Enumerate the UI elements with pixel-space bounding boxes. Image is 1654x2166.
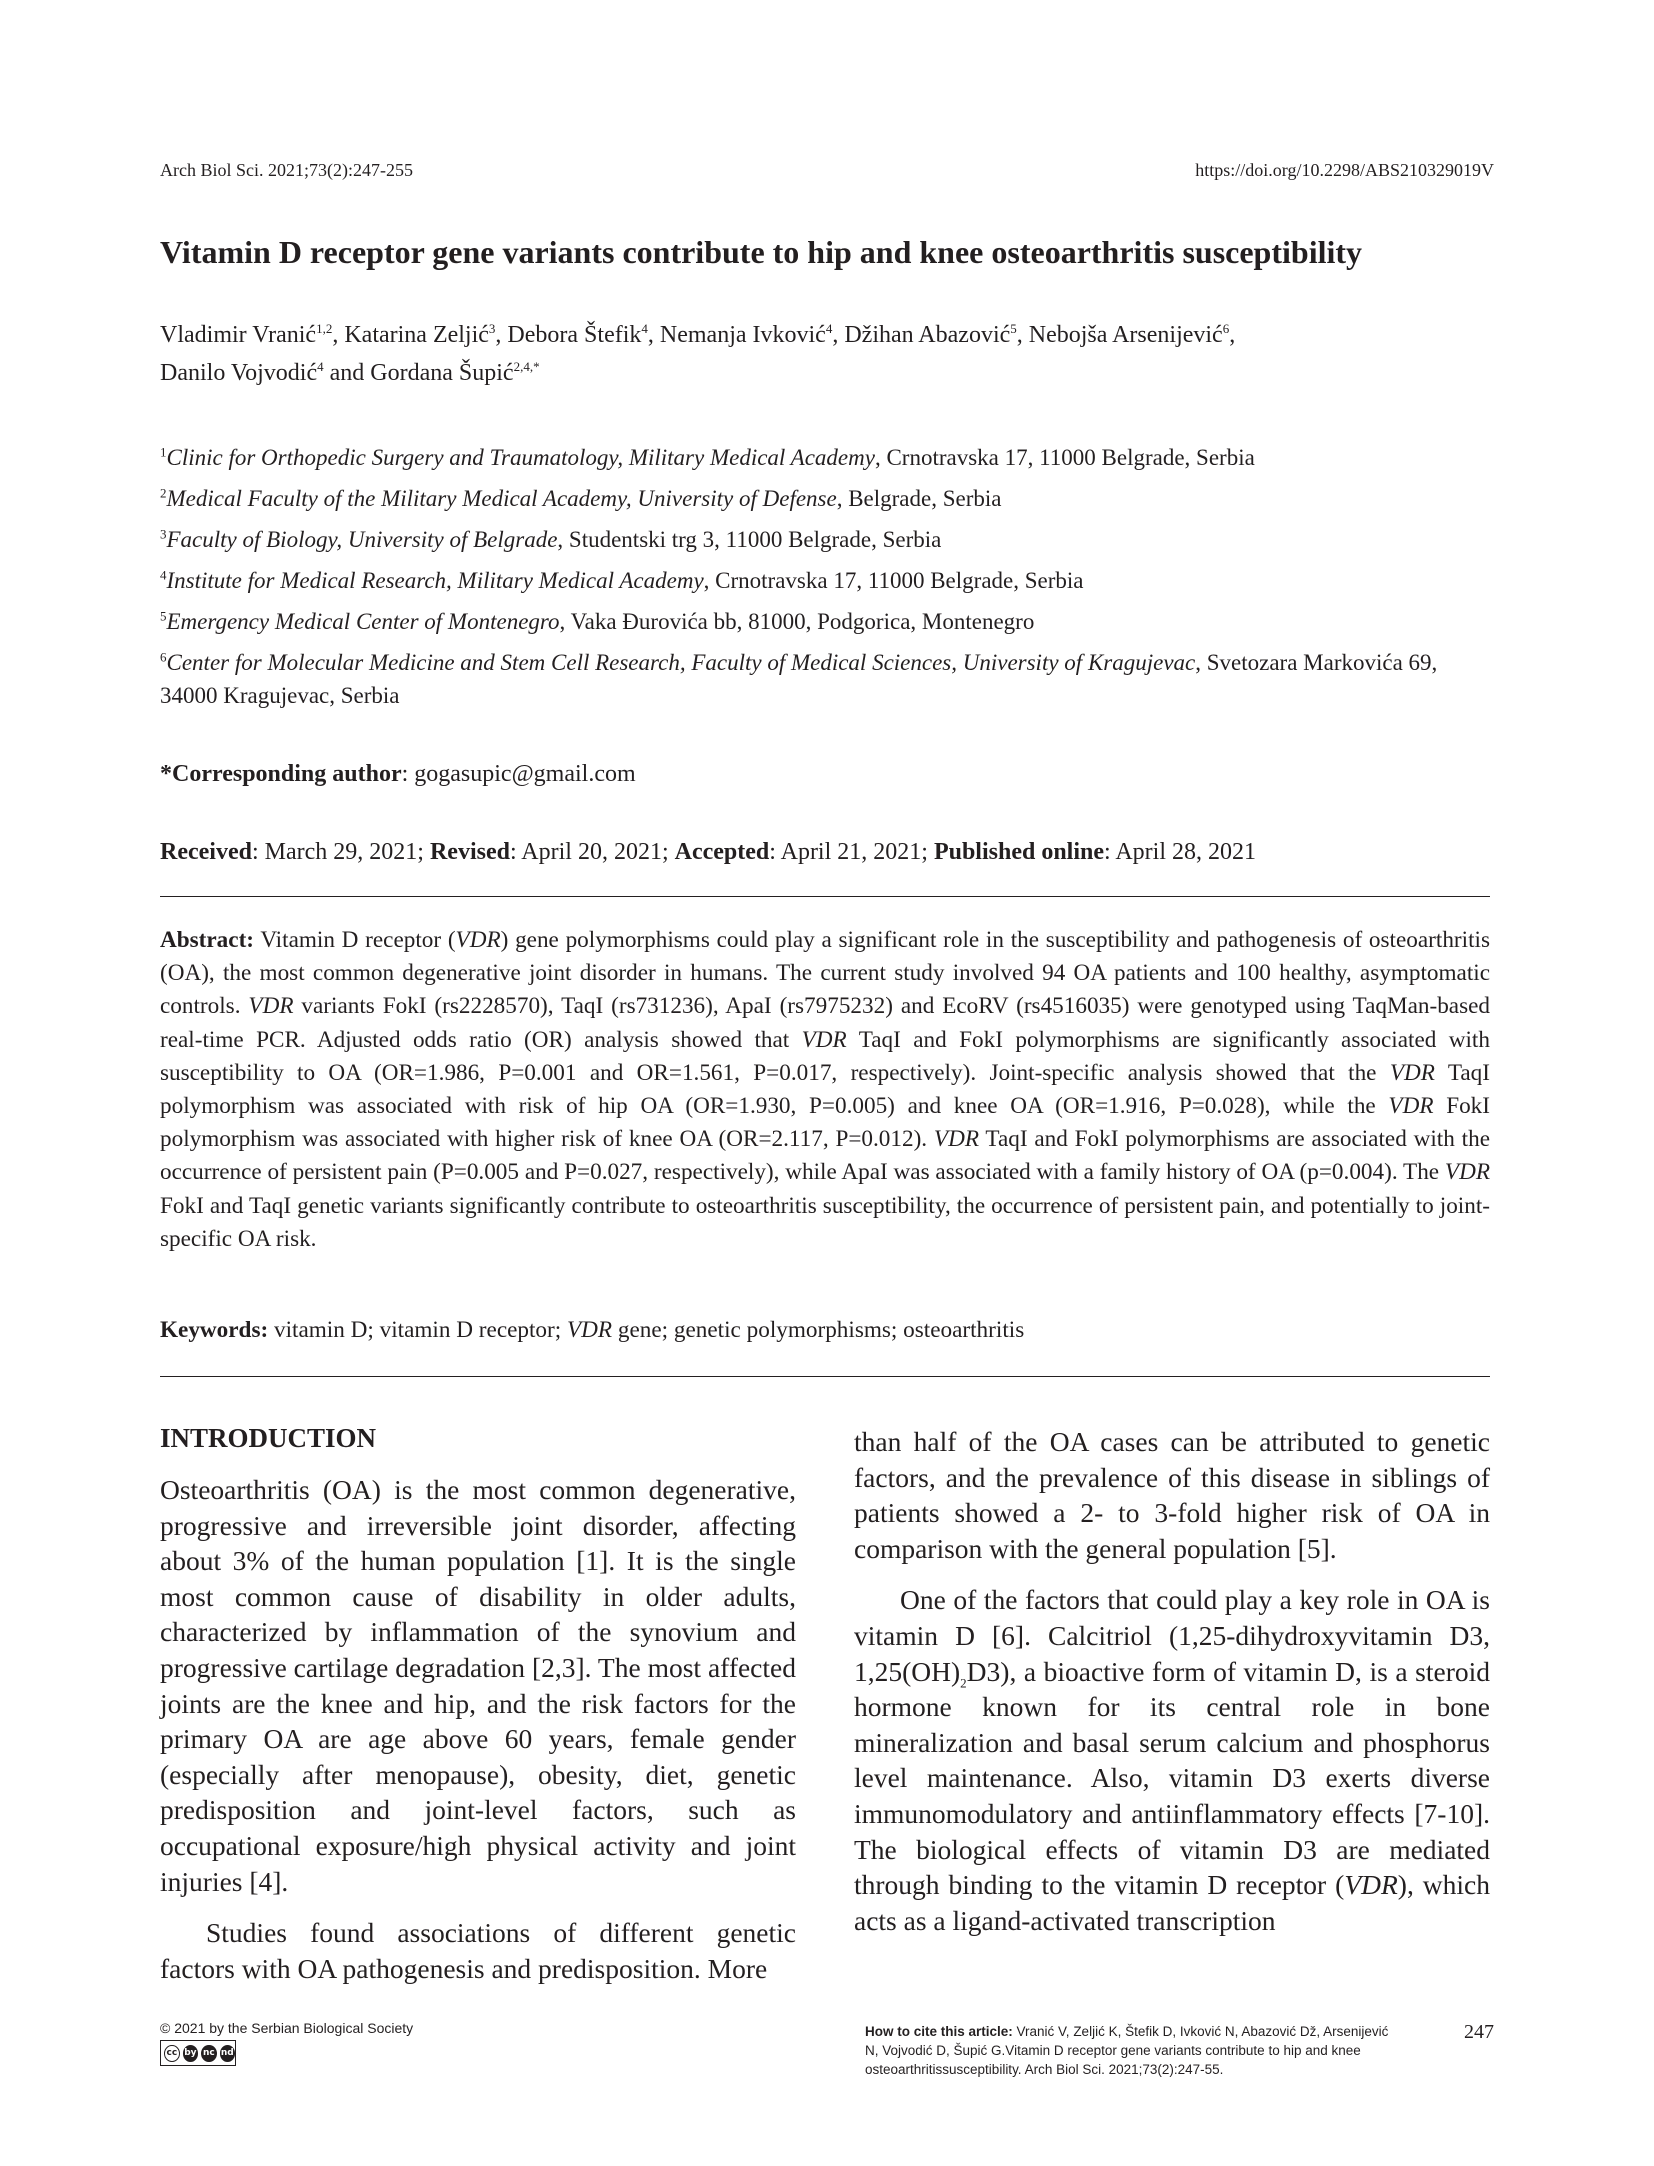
author: Nebojša Arsenijević$^6$, bbox=[1028, 321, 1236, 348]
publication-dates: Received: March 29, 2021; Revised: April 20, 2021; Accepted: April 21, 2021; Published online: April 28, 2021 bbox=[160, 839, 1257, 865]
citation-label: How to cite this article: bbox=[865, 2024, 1013, 2039]
divider bbox=[160, 1376, 1490, 1377]
section-heading: INTRODUCTION bbox=[160, 1423, 377, 1453]
doi-link[interactable]: https://doi.org/10.2298/ABS210329019V bbox=[1195, 160, 1494, 180]
attribution-icon: by bbox=[183, 2045, 198, 2062]
affiliation: $^4$Institute for Medical Research, Military Medical Academy, Crnotravska 17, 11000 Belgrade, Serbia bbox=[160, 567, 1084, 593]
author: Vladimir Vranić$^{1,2}$, bbox=[160, 321, 345, 348]
affiliation: $^2$Medical Faculty of the Military Medical Academy, University of Defense, Belgrade, Serbia bbox=[160, 485, 1002, 511]
body-column-right bbox=[854, 1424, 1490, 1938]
affiliation: $^1$Clinic for Orthopedic Surgery and Traumatology, Military Medical Academy, Crnotravska 17, 11000 Belgrade, Serbia bbox=[160, 444, 1255, 470]
abstract-label: Abstract: bbox=[160, 927, 255, 953]
affiliation: $^6$Center for Molecular Medicine and Stem Cell Research, Faculty of Medical Sciences, University of Kragujevac, Svetozara Markovića 69, 34000 Kragujevac, Serbia bbox=[160, 649, 1438, 708]
article-title: Vitamin D receptor gene variants contribute to hip and knee osteoarthritis susceptibility bbox=[160, 234, 1363, 270]
body-column-left bbox=[160, 1420, 796, 1986]
citation-text: Vranić V, Zeljić K, Štefik D, Ivković N, Abazović Dž, Arsenijević N, Vojvodić D, Šupić G.Vitamin D receptor gene variants contribute to hip and knee osteoarthritissusceptibility. Arch Biol Sci. 2021;73(2):247-55. bbox=[865, 2024, 1389, 2077]
affiliation: $^3$Faculty of Biology, University of Belgrade, Studentski trg 3, 11000 Belgrade, Serbia bbox=[160, 526, 942, 552]
author: Nemanja Ivković$^4$, bbox=[659, 321, 845, 348]
copyright-notice: © 2021 by the Serbian Biological Society bbox=[160, 2020, 414, 2036]
author: Danilo Vojvodić$^4$ and bbox=[160, 359, 371, 386]
author-list bbox=[160, 316, 1500, 392]
author: Debora Štefik$^4$, bbox=[507, 321, 660, 348]
corresponding-label: *Corresponding author bbox=[160, 761, 402, 787]
citation-note bbox=[865, 2022, 1405, 2079]
paragraph: than half of the OA cases can be attributed to genetic factors, and the prevalence of this disease in siblings of patients showed a 2- to 3-fold higher risk of OA in comparison with the general population [5]. bbox=[854, 1426, 1490, 1564]
running-head bbox=[160, 160, 1494, 184]
creative-commons-license-icon[interactable] bbox=[160, 2040, 236, 2066]
paragraph: Studies found associations of different genetic factors with OA pathogenesis and predisposition. More bbox=[160, 1917, 796, 1984]
affiliation: $^5$Emergency Medical Center of Montenegro, Vaka Đurovića bb, 81000, Podgorica, Montenegro bbox=[160, 608, 1035, 634]
journal-reference: Arch Biol Sci. 2021;73(2):247-255 bbox=[160, 160, 413, 180]
keywords-label: Keywords: bbox=[160, 1317, 269, 1343]
corresponding-email[interactable]: : gogasupic@gmail.com bbox=[401, 761, 636, 787]
cc-icon: cc bbox=[164, 2045, 180, 2062]
abstract: Abstract: Vitamin D receptor (VDR) gene polymorphisms could play a significant role in the susceptibility and pathogenesis of osteoarthritis (OA), the most common degenerative joint disorder in humans. The current study involved 94 OA patients and 100 healthy, asymptomatic controls. VDR variants FokI (rs2228570), TaqI (rs731236), ApaI (rs7975232) and EcoRV (rs4516035) were genotyped using TaqMan-based real-time PCR. Adjusted odds ratio (OR) analysis showed that VDR TaqI and FokI polymorphisms are significantly associated with susceptibility to OA (OR=1.986, P=0.001 and OR=1.561, P=0.017, respectively). Joint-specific analysis showed that the VDR TaqI polymorphism was associated with risk of hip OA (OR=1.930, P=0.005) and knee OA (OR=1.916, P=0.028), while the VDR FokI polymorphism was associated with higher risk of knee OA (OR=2.117, P=0.012). VDR TaqI and FokI polymorphisms are associated with the occurrence of persistent pain (P=0.005 and P=0.027, respectively), while ApaI was associated with a family history of OA (p=0.004). The VDR FokI and TaqI genetic variants significantly contribute to osteoarthritis susceptibility, the occurrence of persistent pain, and potentially to joint-specific OA risk. bbox=[160, 927, 1491, 1252]
paragraph: Osteoarthritis (OA) is the most common degenerative, progressive and irreversible joint disorder, affecting about 3% of the human population [1]. It is the single most common cause of disability in older adults, characterized by inflammation of the synovium and progressive cartilage degradation [2,3]. The most affected joints are the knee and hip, and the risk factors for the primary OA are age above 60 years, female gender (especially after menopause), obesity, diet, genetic predisposition and joint-level factors, such as occupational exposure/high physical activity and joint injuries [4]. bbox=[160, 1474, 796, 1897]
author: Gordana Šupić$^{2,4,*}$ bbox=[370, 359, 540, 386]
author: Džihan Abazović$^5$, bbox=[844, 321, 1029, 348]
noncommercial-icon: nc bbox=[201, 2045, 216, 2062]
keywords: Keywords: vitamin D; vitamin D receptor; VDR gene; genetic polymorphisms; osteoarthritis bbox=[160, 1317, 1025, 1343]
paragraph: One of the factors that could play a key role in OA is vitamin D [6]. Calcitriol (1,25-dihydroxyvitamin D3, $1,25(OH)_2D3$), a bioactive form of vitamin D, is a steroid hormone known for its central role in bone mineralization and basal serum calcium and phosphorus level maintenance. Also, vitamin D3 exerts diverse immunomodulatory and antiinflammatory effects [7-10]. The biological effects of vitamin D3 are mediated through binding to the vitamin D receptor (VDR), which acts as a ligand-activated transcription bbox=[854, 1584, 1490, 1936]
noderivatives-icon: nd bbox=[220, 2045, 235, 2062]
corresponding-author bbox=[160, 758, 636, 790]
divider bbox=[160, 896, 1490, 897]
affiliation-list bbox=[160, 437, 1500, 712]
page-number: 247 bbox=[1464, 2021, 1494, 2043]
author: Katarina Zeljić$^3$, bbox=[344, 321, 508, 348]
